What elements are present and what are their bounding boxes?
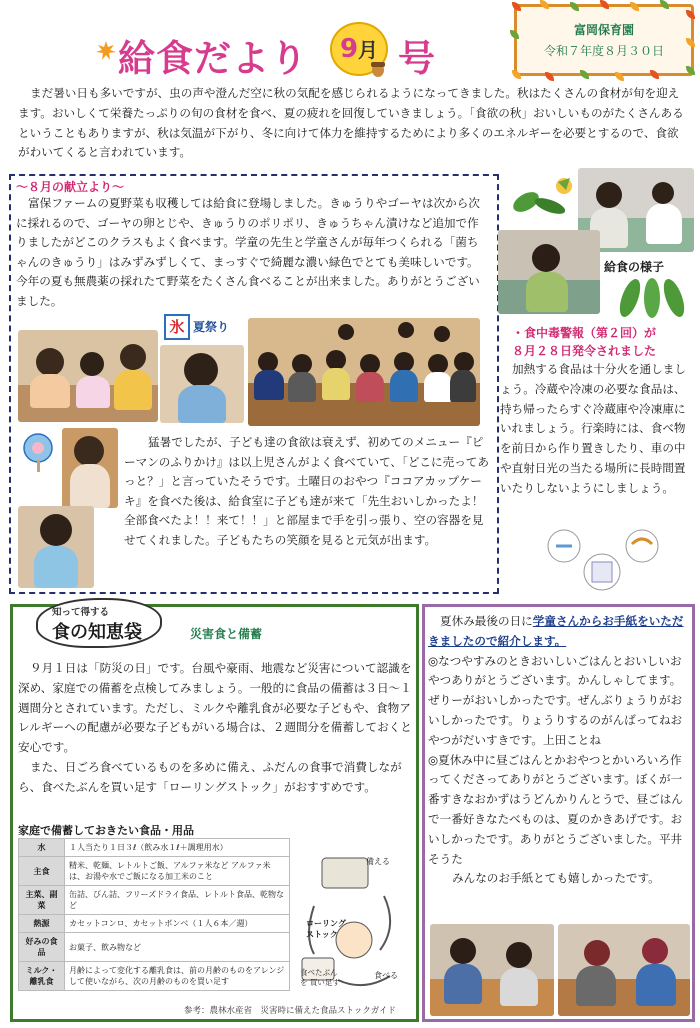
knowledge-title: 食の知恵袋 bbox=[52, 622, 142, 643]
school-info-box bbox=[514, 4, 694, 76]
table-row: 熱源 カセットコンロ、カセットボンベ（１人６本／週） bbox=[19, 915, 290, 933]
table-row: 水 １人当たり１日３ℓ（飲み水１ℓ＋調理用水） bbox=[19, 839, 290, 857]
photo-lunch-scene-2 bbox=[498, 230, 600, 314]
month-suffix: 月 bbox=[358, 38, 379, 62]
photo-festival-boy bbox=[160, 345, 244, 423]
photo-kid-holding-cup bbox=[18, 506, 94, 588]
festival-text: 猛暑でしたが、子ども達の食欲は衰えず、初めてのメニュー『ピーマンのふりかけ』は以上児さんがよく食べていて、「どこに売ってあっと？」と言っていたそうです。土曜日のおやつ『ココアカップケーキ』を食べた後は、給食室に子ども達が来て「先生おいしかったよ！全部食べたよ！！来て！！」と部屋まで手を引っ張り、空の容器を見せてくれました。子どもたちの笑顔を見ると元気が出ます。 bbox=[124, 435, 489, 547]
knowledge-paragraph-2: また、日ごろ食べているものを多めに備え、ふだんの食事で消費しながら、食べたぶんを買い足す「ローリングストック」がおすすめです。 bbox=[18, 759, 402, 794]
august-heading: ～８月の献立より～ bbox=[16, 180, 125, 194]
letter-1: ◎なつやすみのときおいしいごはんとおいしいおやつありがとうございます。かんしゃしてます。ぜりーがおいしかったです。ぜんぶりょうりがおいしかったです。りょうりするのがんばってねおやつがだいすきです。上田ことね bbox=[428, 653, 683, 747]
knowledge-text bbox=[18, 659, 412, 798]
summer-festival-label: 夏祭り bbox=[193, 320, 230, 334]
food-poisoning-heading bbox=[512, 324, 692, 360]
cycle-label-buy: 食べたぶんを 買い足す bbox=[300, 968, 340, 987]
cycle-label-stock: 備える bbox=[366, 857, 390, 866]
hygiene-illustration-icon bbox=[544, 522, 664, 602]
photo-kids-writing-2 bbox=[558, 924, 690, 1016]
stockpile-table-title: 家庭で備蓄しておきたい食品・用品 bbox=[18, 824, 194, 837]
knowledge-topic: 災害食と備蓄 bbox=[190, 627, 263, 641]
photo-kid-eating-ice bbox=[62, 428, 118, 508]
cycle-label-eat: 食べる bbox=[374, 971, 398, 980]
page-title: 給食だより bbox=[118, 37, 308, 80]
table-row: ミルク・離乳食 月齢によって変化する離乳食は、前の月齢のものをアレンジして使いながら、次の月齢のものを買い足す bbox=[19, 962, 290, 991]
school-name: 富岡保育園 bbox=[573, 23, 634, 37]
table-row: 好みの食品 お菓子、飲み物など bbox=[19, 933, 290, 962]
table-row: 主食 精米、乾麺、レトルトご飯、アルファ米など アルファ米は、お湯や水でご飯になる加工米のこと bbox=[19, 857, 290, 886]
letter-closing: みんなのお手紙とても嬉しかったです。 bbox=[452, 871, 660, 886]
knowledge-subtitle: 知って得する bbox=[52, 607, 110, 618]
knowledge-paragraph-1: ９月１日は「防災の日」です。台風や豪雨、地震など災害について認識を深め、家庭での備蓄を点検してみましょう。一般的に食品の備蓄は３日～１週間分とされています。ただし、ミルクや離乳食が必要な子どもや、食物アレルギーへの配慮が必要な子どもがいる場合は、２週間分を備蓄しておくと安心です。 bbox=[18, 661, 412, 755]
august-text: 富保ファームの夏野菜も収穫しては給食に登場しました。きゅうりやゴーヤは次から次に採れるので、ゴーヤの卵とじや、きゅうりのポリポリ、きゅうちゃん漬けなど追加で作りましたがどこのクラスもよく食べます。学童の先生と学童さんが毎年つくられる「菌ちゃんのきゅうり」はみずみずしくて、まっすぐで綺麗な濃い緑色でとても美味しいです。今年の夏も無農薬の採れたて野菜をたくさん食べることが出来ました。ありがとうございました。 bbox=[16, 196, 480, 308]
shaved-ice-flag-icon: 氷 bbox=[164, 314, 190, 340]
photo-festival-group bbox=[248, 318, 480, 426]
food-poisoning-heading-line1: ・食中毒警報（第２回）が bbox=[512, 326, 657, 340]
food-poisoning-heading-line2: ８月２８日発令されました bbox=[512, 344, 657, 358]
letter-2: ◎夏休み中に昼ごはんとかおやつとかいろいろ作ってくださってありがとうございます。ぼくが一番すきなおかずはうどんかりんとうで、昼ごはんで一番好きなたべものは、夏のかきあげです。おいしかったです。ありがとうございました。平井そうた bbox=[428, 752, 683, 866]
lunch-scene-label: 給食の様子 bbox=[604, 260, 665, 274]
letter-intro-plain: 夏休み最後の日に bbox=[440, 614, 533, 628]
photo-festival-girls bbox=[18, 330, 158, 422]
reference-note: 参考：農林水産省 災害時に備えた食品ストックガイド bbox=[184, 1006, 396, 1016]
vegetables-icon bbox=[506, 172, 580, 228]
table-row: 主菜、副菜 缶詰、びん詰、フリーズドライ食品、レトルト食品、乾物など bbox=[19, 886, 290, 915]
letter-text bbox=[428, 612, 690, 889]
stockpile-table bbox=[18, 838, 290, 991]
intro-paragraph: まだ暑い日も多いですが、虫の声や澄んだ空に秋の気配を感じられるようになってきました。秋はたくさんの食材が旬を迎えます。おいしくて栄養たっぷりの旬の食材を食べ、夏の疲れを回復していきましょう。「食欲の秋」おいしいものがたくさんあるということもありますが、秋は気温が下がり、冬に向けて体力を維持するためにより多くのエネルギーを必要とするので、食欲がわいてくると言われています。 bbox=[18, 86, 684, 160]
photo-kids-writing-1 bbox=[430, 924, 554, 1016]
issue-suffix: 号 bbox=[398, 37, 435, 80]
letter-intro bbox=[428, 612, 690, 652]
maple-leaf-icon bbox=[95, 40, 117, 62]
month-number: 9 bbox=[339, 34, 359, 64]
cycle-label-rolling: ローリング ストック bbox=[306, 919, 346, 939]
food-poisoning-text: 加熱する食品は十分火を通しましょう。冷蔵や冷凍の必要な食品は、持ち帰ったらすぐ冷蔵庫や冷凍庫にいれましょう。行楽時には、食べ物を前日から作り置きしたり、車の中や直射日光の当たる場所に長時間置いたりしないようにしましょう。 bbox=[500, 362, 686, 495]
acorn-icon bbox=[368, 58, 388, 78]
letter-intro-underlined: 学童さんからお手紙をいただきましたので紹介します。 bbox=[428, 614, 684, 648]
newsletter-title bbox=[118, 22, 448, 82]
issue-date: 令和７年度８月３０日 bbox=[543, 44, 664, 58]
uchiwa-fan-icon bbox=[18, 430, 62, 474]
goya-icon bbox=[612, 274, 692, 322]
